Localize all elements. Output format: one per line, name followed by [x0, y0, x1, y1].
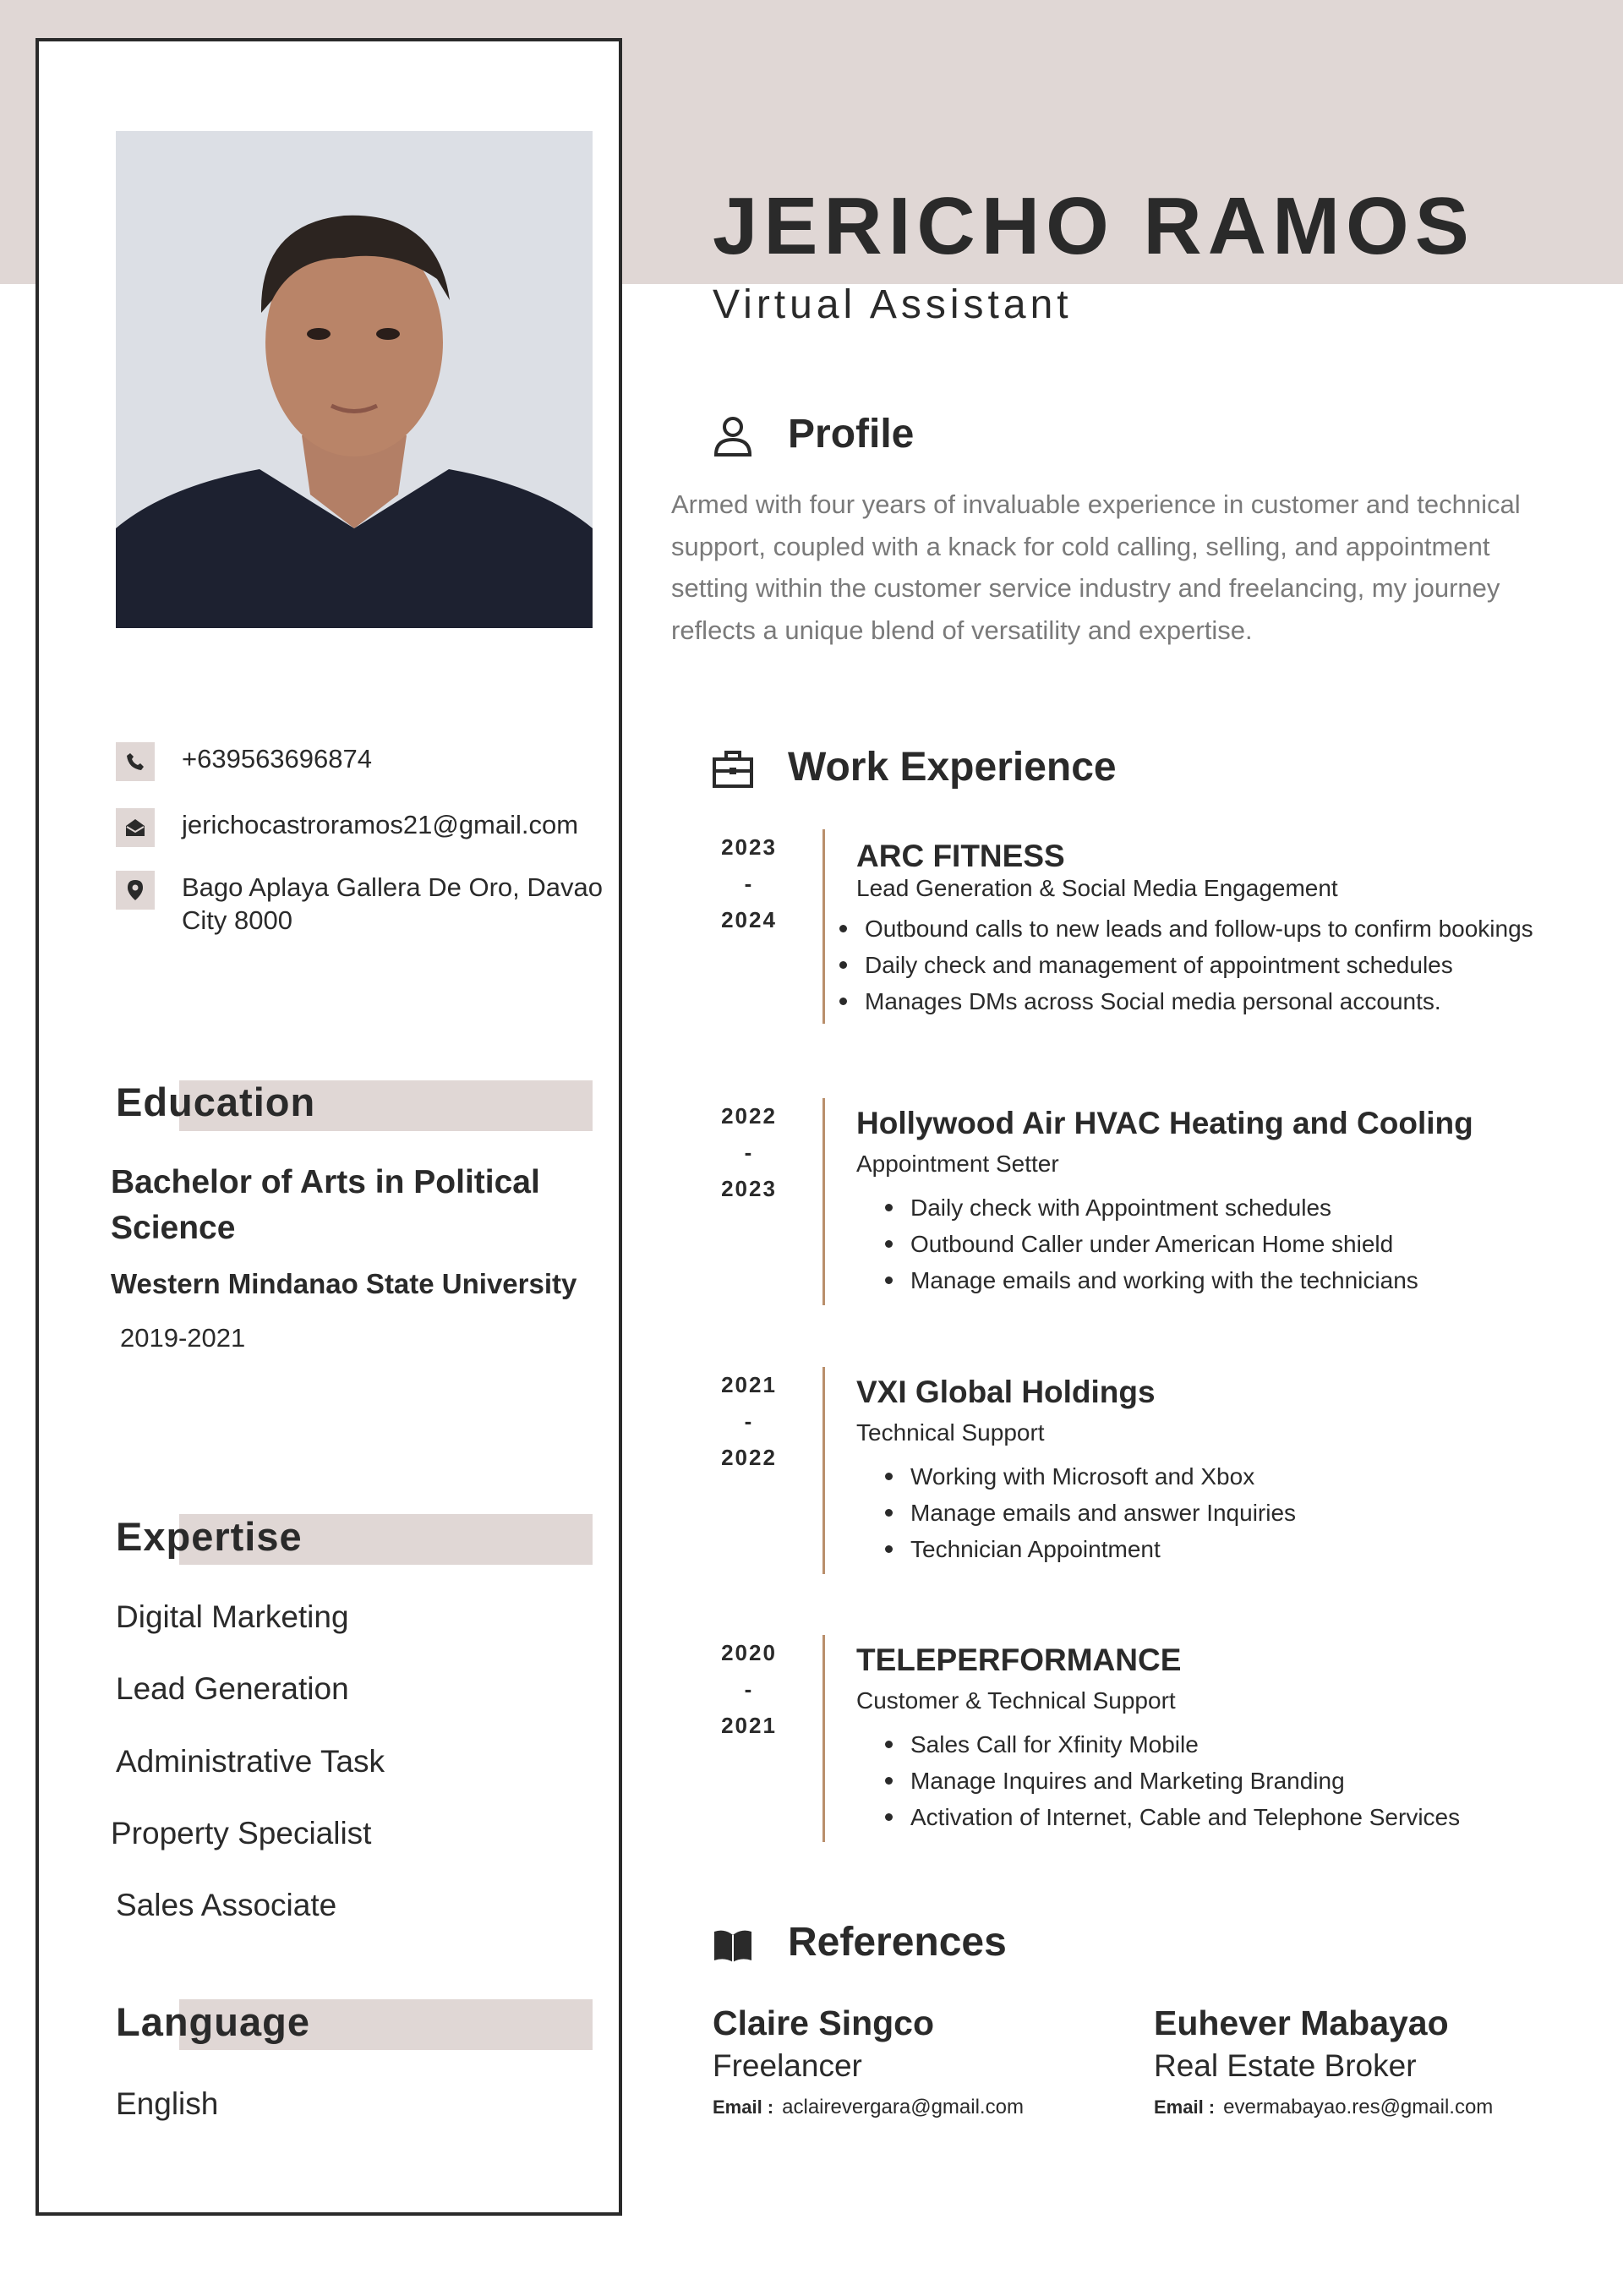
reference-email: evermabayao.res@gmail.com — [1223, 2096, 1494, 2118]
reference-title: Freelancer — [713, 2048, 862, 2083]
references-heading: References — [788, 1920, 1007, 1965]
job-bullet: Daily check with Appointment schedules — [856, 1189, 1617, 1226]
reference-email-line — [713, 2096, 1024, 2119]
job-years-separator: - — [744, 871, 754, 896]
job-bullet: Activation of Internet, Cable and Telephone Services — [856, 1799, 1617, 1835]
location-pin-icon — [116, 871, 155, 910]
job-years-separator: - — [744, 1408, 754, 1434]
envelope-icon — [116, 808, 155, 847]
job-role: Customer & Technical Support — [856, 1687, 1176, 1714]
contact-email — [116, 808, 621, 847]
job-company: TELEPERFORMANCE — [856, 1643, 1182, 1677]
reference-title: Real Estate Broker — [1154, 2048, 1417, 2083]
job-bullet: Manage Inquires and Marketing Branding — [856, 1763, 1617, 1799]
profile-summary: Armed with four years of invaluable experience in customer and technical support, coupled with a knack for cold calling, selling, and appointment setting within the customer service industry and freelancing, my journey reflects a unique blend of versatility and expertise. — [671, 489, 1521, 645]
job-end-year: 2023 — [721, 1176, 777, 1201]
job-start-year: 2023 — [721, 834, 777, 860]
timeline-line — [822, 1635, 825, 1842]
reference-email-line — [1154, 2096, 1493, 2119]
candidate-title: Virtual Assistant — [713, 282, 1073, 327]
job-bullet: Manages DMs across Social media personal accounts. — [839, 983, 1617, 1020]
language-heading: Language — [116, 1999, 310, 2044]
email-address: jerichocastroramos21@gmail.com — [182, 810, 579, 839]
job-years-separator: - — [744, 1140, 754, 1165]
job-bullet: Technician Appointment — [856, 1531, 1617, 1567]
job-bullet: Outbound Caller under American Home shield — [856, 1226, 1617, 1262]
job-bullet: Manage emails and working with the technicians — [856, 1262, 1617, 1298]
job-start-year: 2021 — [721, 1372, 777, 1397]
reference-email: aclairevergara@gmail.com — [782, 2096, 1024, 2118]
contact-phone — [116, 742, 621, 781]
job-bullet: Daily check and management of appointment schedules — [839, 947, 1617, 983]
expertise-item: Digital Marketing — [116, 1599, 349, 1634]
education-school: Western Mindanao State University — [111, 1268, 577, 1299]
phone-number: +639563696874 — [182, 744, 372, 774]
timeline-line — [822, 1367, 825, 1574]
phone-icon — [116, 742, 155, 781]
user-icon — [711, 414, 755, 458]
education-heading: Education — [116, 1080, 316, 1124]
profile-heading: Profile — [788, 412, 915, 456]
job-bullets — [856, 1726, 1617, 1835]
job-years — [710, 1098, 788, 1207]
reference-card — [1154, 2004, 1493, 2119]
job-bullets — [839, 910, 1617, 1020]
job-role: Technical Support — [856, 1419, 1045, 1446]
job-start-year: 2020 — [721, 1640, 777, 1665]
reference-email-label: Email : — [1154, 2096, 1216, 2118]
job-bullets — [856, 1458, 1617, 1567]
job-start-year: 2022 — [721, 1103, 777, 1129]
job-end-year: 2021 — [721, 1713, 777, 1738]
job-bullet: Outbound calls to new leads and follow-ups to confirm bookings — [839, 910, 1617, 947]
job-role: Lead Generation & Social Media Engagement — [856, 875, 1338, 901]
job-company: VXI Global Holdings — [856, 1375, 1156, 1409]
job-end-year: 2024 — [721, 907, 777, 932]
reference-name: Claire Singco — [713, 2004, 935, 2042]
timeline-line — [822, 829, 825, 1024]
reference-name: Euhever Mabayao — [1154, 2004, 1449, 2042]
book-icon — [711, 1923, 755, 1967]
job-bullet: Working with Microsoft and Xbox — [856, 1458, 1617, 1495]
job-end-year: 2022 — [721, 1445, 777, 1470]
expertise-heading: Expertise — [116, 1514, 303, 1559]
job-bullets — [856, 1189, 1617, 1298]
job-bullet: Manage emails and answer Inquiries — [856, 1495, 1617, 1531]
job-company: Hollywood Air HVAC Heating and Cooling — [856, 1106, 1473, 1140]
address: Bago Aplaya Gallera De Oro, Davao City 8000 — [182, 872, 603, 935]
expertise-item: Property Specialist — [111, 1816, 372, 1850]
timeline-line — [822, 1098, 825, 1305]
job-years — [710, 1635, 788, 1744]
profile-photo — [116, 131, 593, 628]
candidate-name: JERICHO RAMOS — [713, 181, 1475, 271]
job-role: Appointment Setter — [856, 1151, 1059, 1177]
job-years-separator: - — [744, 1676, 754, 1702]
reference-card — [713, 2004, 1024, 2119]
briefcase-icon — [711, 747, 755, 791]
job-company: ARC FITNESS — [856, 839, 1065, 873]
job-years — [710, 1367, 788, 1476]
contact-address — [116, 871, 621, 937]
reference-email-label: Email : — [713, 2096, 774, 2118]
work-heading: Work Experience — [788, 745, 1117, 790]
job-years — [710, 829, 788, 938]
expertise-item: Sales Associate — [116, 1888, 337, 1922]
expertise-item: Lead Generation — [116, 1671, 349, 1706]
expertise-item: Administrative Task — [116, 1744, 385, 1779]
education-years: 2019-2021 — [120, 1323, 246, 1353]
education-degree: Bachelor of Arts in Political Science — [111, 1164, 540, 1246]
job-bullet: Sales Call for Xfinity Mobile — [856, 1726, 1617, 1763]
language-item: English — [116, 2086, 219, 2121]
